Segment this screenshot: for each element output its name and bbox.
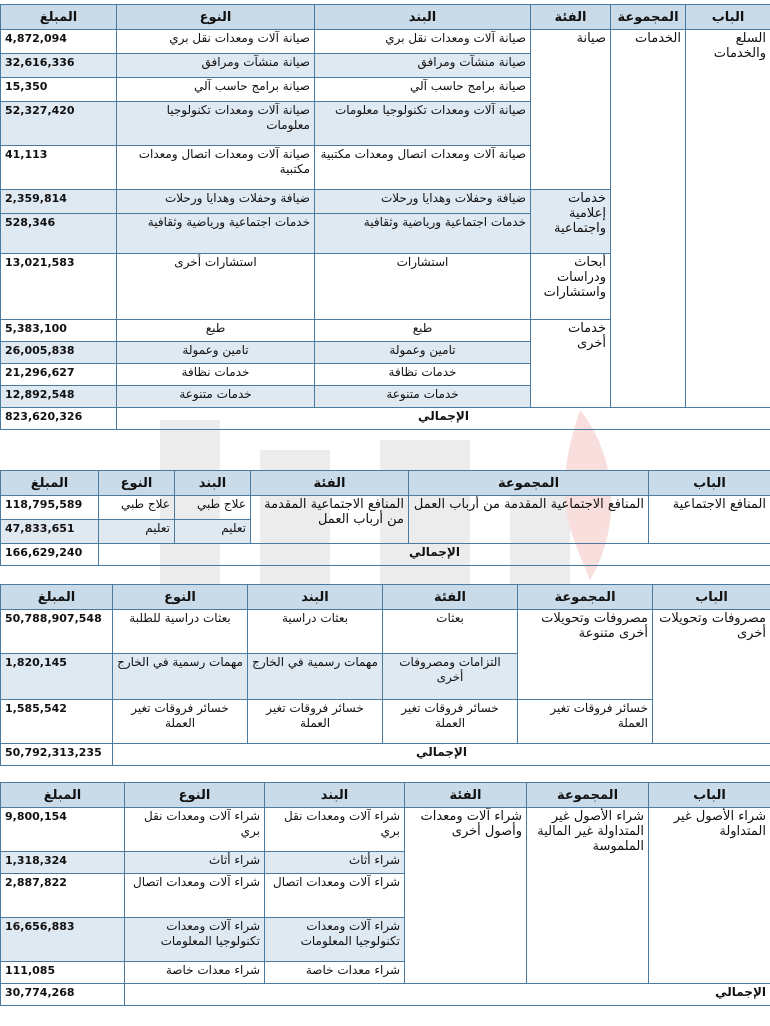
- nawa-cell: طبع: [117, 320, 315, 342]
- band-cell: شراء أثاث: [265, 852, 405, 874]
- amount-cell: 1,318,324: [1, 852, 125, 874]
- bab-cell: المنافع الاجتماعية: [649, 496, 770, 544]
- amount-cell: 26,005,838: [1, 342, 117, 364]
- fia-cell: خدمات أخرى: [531, 320, 611, 408]
- header-bab: الباب: [686, 5, 770, 30]
- nawa-cell: شراء معدات خاصة: [125, 962, 265, 984]
- band-cell: شراء آلات ومعدات تكنولوجيا المعلومات: [265, 918, 405, 962]
- total-amount: 50,792,313,235: [1, 744, 113, 766]
- majmoua-cell: الخدمات: [611, 30, 686, 408]
- header-mablagh: المبلغ: [1, 585, 113, 610]
- fia-cell: بعثات: [383, 610, 518, 654]
- bab-cell: مصروفات وتحويلات أخرى: [653, 610, 770, 744]
- header-nawa: النوع: [125, 783, 265, 808]
- total-amount: 166,629,240: [1, 544, 99, 566]
- amount-cell: 1,820,145: [1, 654, 113, 700]
- amount-cell: 32,616,336: [1, 54, 117, 78]
- table-non-current-assets: [0, 782, 770, 1006]
- header-band: البند: [315, 5, 531, 30]
- nawa-cell: صيانة آلات ومعدات نقل بري: [117, 30, 315, 54]
- amount-cell: 528,346: [1, 214, 117, 254]
- amount-cell: 50,788,907,548: [1, 610, 113, 654]
- majmoua-cell: خسائر فروقات تغير العملة: [518, 700, 653, 744]
- majmoua-cell: مصروفات وتحويلات أخرى متنوعة: [518, 610, 653, 700]
- amount-cell: 41,113: [1, 146, 117, 190]
- fia-cell: صيانة: [531, 30, 611, 190]
- table-social-benefits: [0, 470, 770, 566]
- band-cell: علاج طبي: [175, 496, 251, 520]
- header-band: البند: [265, 783, 405, 808]
- header-nawa: النوع: [99, 471, 175, 496]
- nawa-cell: صيانة برامج حاسب آلي: [117, 78, 315, 102]
- nawa-cell: خسائر فروقات تغير العملة: [113, 700, 248, 744]
- nawa-cell: صيانة منشآت ومرافق: [117, 54, 315, 78]
- band-cell: تامين وعمولة: [315, 342, 531, 364]
- table-other-expenses: [0, 584, 770, 766]
- total-amount: 30,774,268: [1, 984, 125, 1006]
- amount-cell: 2,887,822: [1, 874, 125, 918]
- header-majmoua: المجموعة: [409, 471, 649, 496]
- nawa-cell: استشارات أخرى: [117, 254, 315, 320]
- majmoua-cell: المنافع الاجتماعية المقدمة من أرباب العمل: [409, 496, 649, 544]
- amount-cell: 52,327,420: [1, 102, 117, 146]
- amount-cell: 15,350: [1, 78, 117, 102]
- header-mablagh: المبلغ: [1, 471, 99, 496]
- header-mablagh: المبلغ: [1, 5, 117, 30]
- header-bab: الباب: [649, 471, 770, 496]
- band-cell: صيانة منشآت ومرافق: [315, 54, 531, 78]
- header-bab: الباب: [649, 783, 770, 808]
- band-cell: صيانة آلات ومعدات اتصال ومعدات مكتبية: [315, 146, 531, 190]
- nawa-cell: خدمات متنوعة: [117, 386, 315, 408]
- header-bab: الباب: [653, 585, 770, 610]
- nawa-cell: علاج طبي: [99, 496, 175, 520]
- total-label: الإجمالي: [117, 408, 770, 430]
- band-cell: صيانة برامج حاسب آلي: [315, 78, 531, 102]
- header-fia: الفئة: [251, 471, 409, 496]
- nawa-cell: صيانة آلات ومعدات تكنولوجيا معلومات: [117, 102, 315, 146]
- header-majmoua: المجموعة: [527, 783, 649, 808]
- nawa-cell: شراء آلات ومعدات نقل بري: [125, 808, 265, 852]
- table-goods-services: [0, 4, 770, 430]
- header-majmoua: المجموعة: [518, 585, 653, 610]
- band-cell: شراء آلات ومعدات اتصال: [265, 874, 405, 918]
- header-band: البند: [248, 585, 383, 610]
- amount-cell: 21,296,627: [1, 364, 117, 386]
- total-label: الإجمالي: [125, 984, 770, 1006]
- total-amount: 823,620,326: [1, 408, 117, 430]
- nawa-cell: شراء أثاث: [125, 852, 265, 874]
- amount-cell: 118,795,589: [1, 496, 99, 520]
- header-mablagh: المبلغ: [1, 783, 125, 808]
- fia-cell: خدمات إعلامية واجتماعية: [531, 190, 611, 254]
- band-cell: خدمات نظافة: [315, 364, 531, 386]
- header-band: البند: [175, 471, 251, 496]
- amount-cell: 16,656,883: [1, 918, 125, 962]
- nawa-cell: تامين وعمولة: [117, 342, 315, 364]
- band-cell: ضيافة وحفلات وهدايا ورحلات: [315, 190, 531, 214]
- nawa-cell: تعليم: [99, 520, 175, 544]
- header-majmoua: المجموعة: [611, 5, 686, 30]
- band-cell: بعثات دراسية: [248, 610, 383, 654]
- band-cell: صيانة آلات ومعدات نقل بري: [315, 30, 531, 54]
- band-cell: خسائر فروقات تغير العملة: [248, 700, 383, 744]
- header-fia: الفئة: [405, 783, 527, 808]
- amount-cell: 1,585,542: [1, 700, 113, 744]
- nawa-cell: شراء آلات ومعدات تكنولوجيا المعلومات: [125, 918, 265, 962]
- amount-cell: 2,359,814: [1, 190, 117, 214]
- nawa-cell: مهمات رسمية في الخارج: [113, 654, 248, 700]
- header-nawa: النوع: [117, 5, 315, 30]
- bab-cell: شراء الأصول غير المتداولة: [649, 808, 770, 984]
- band-cell: شراء آلات ومعدات نقل بري: [265, 808, 405, 852]
- bab-cell: السلع والخدمات: [686, 30, 770, 408]
- nawa-cell: ضيافة وحفلات وهدايا ورحلات: [117, 190, 315, 214]
- header-fia: الفئة: [531, 5, 611, 30]
- band-cell: شراء معدات خاصة: [265, 962, 405, 984]
- amount-cell: 9,800,154: [1, 808, 125, 852]
- nawa-cell: خدمات نظافة: [117, 364, 315, 386]
- band-cell: طبع: [315, 320, 531, 342]
- majmoua-cell: شراء الأصول غير المتداولة غير المالية الملموسة: [527, 808, 649, 984]
- amount-cell: 5,383,100: [1, 320, 117, 342]
- nawa-cell: شراء آلات ومعدات اتصال: [125, 874, 265, 918]
- total-label: الإجمالي: [113, 744, 770, 766]
- fia-cell: التزامات ومصروفات أخرى: [383, 654, 518, 700]
- nawa-cell: صيانة آلات ومعدات اتصال ومعدات مكتبية: [117, 146, 315, 190]
- amount-cell: 12,892,548: [1, 386, 117, 408]
- fia-cell: خسائر فروقات تغير العملة: [383, 700, 518, 744]
- nawa-cell: خدمات اجتماعية ورياضية وثقافية: [117, 214, 315, 254]
- fia-cell: المنافع الاجتماعية المقدمة من أرباب العمل: [251, 496, 409, 544]
- nawa-cell: بعثات دراسية للطلبة: [113, 610, 248, 654]
- amount-cell: 4,872,094: [1, 30, 117, 54]
- band-cell: تعليم: [175, 520, 251, 544]
- band-cell: استشارات: [315, 254, 531, 320]
- fia-cell: شراء آلات ومعدات وأصول أخرى: [405, 808, 527, 984]
- header-nawa: النوع: [113, 585, 248, 610]
- amount-cell: 13,021,583: [1, 254, 117, 320]
- amount-cell: 47,833,651: [1, 520, 99, 544]
- band-cell: صيانة آلات ومعدات تكنولوجيا معلومات: [315, 102, 531, 146]
- band-cell: خدمات اجتماعية ورياضية وثقافية: [315, 214, 531, 254]
- band-cell: مهمات رسمية في الخارج: [248, 654, 383, 700]
- total-label: الإجمالي: [99, 544, 770, 566]
- fia-cell: أبحاث ودراسات واستشارات: [531, 254, 611, 320]
- amount-cell: 111,085: [1, 962, 125, 984]
- header-fia: الفئة: [383, 585, 518, 610]
- band-cell: خدمات متنوعة: [315, 386, 531, 408]
